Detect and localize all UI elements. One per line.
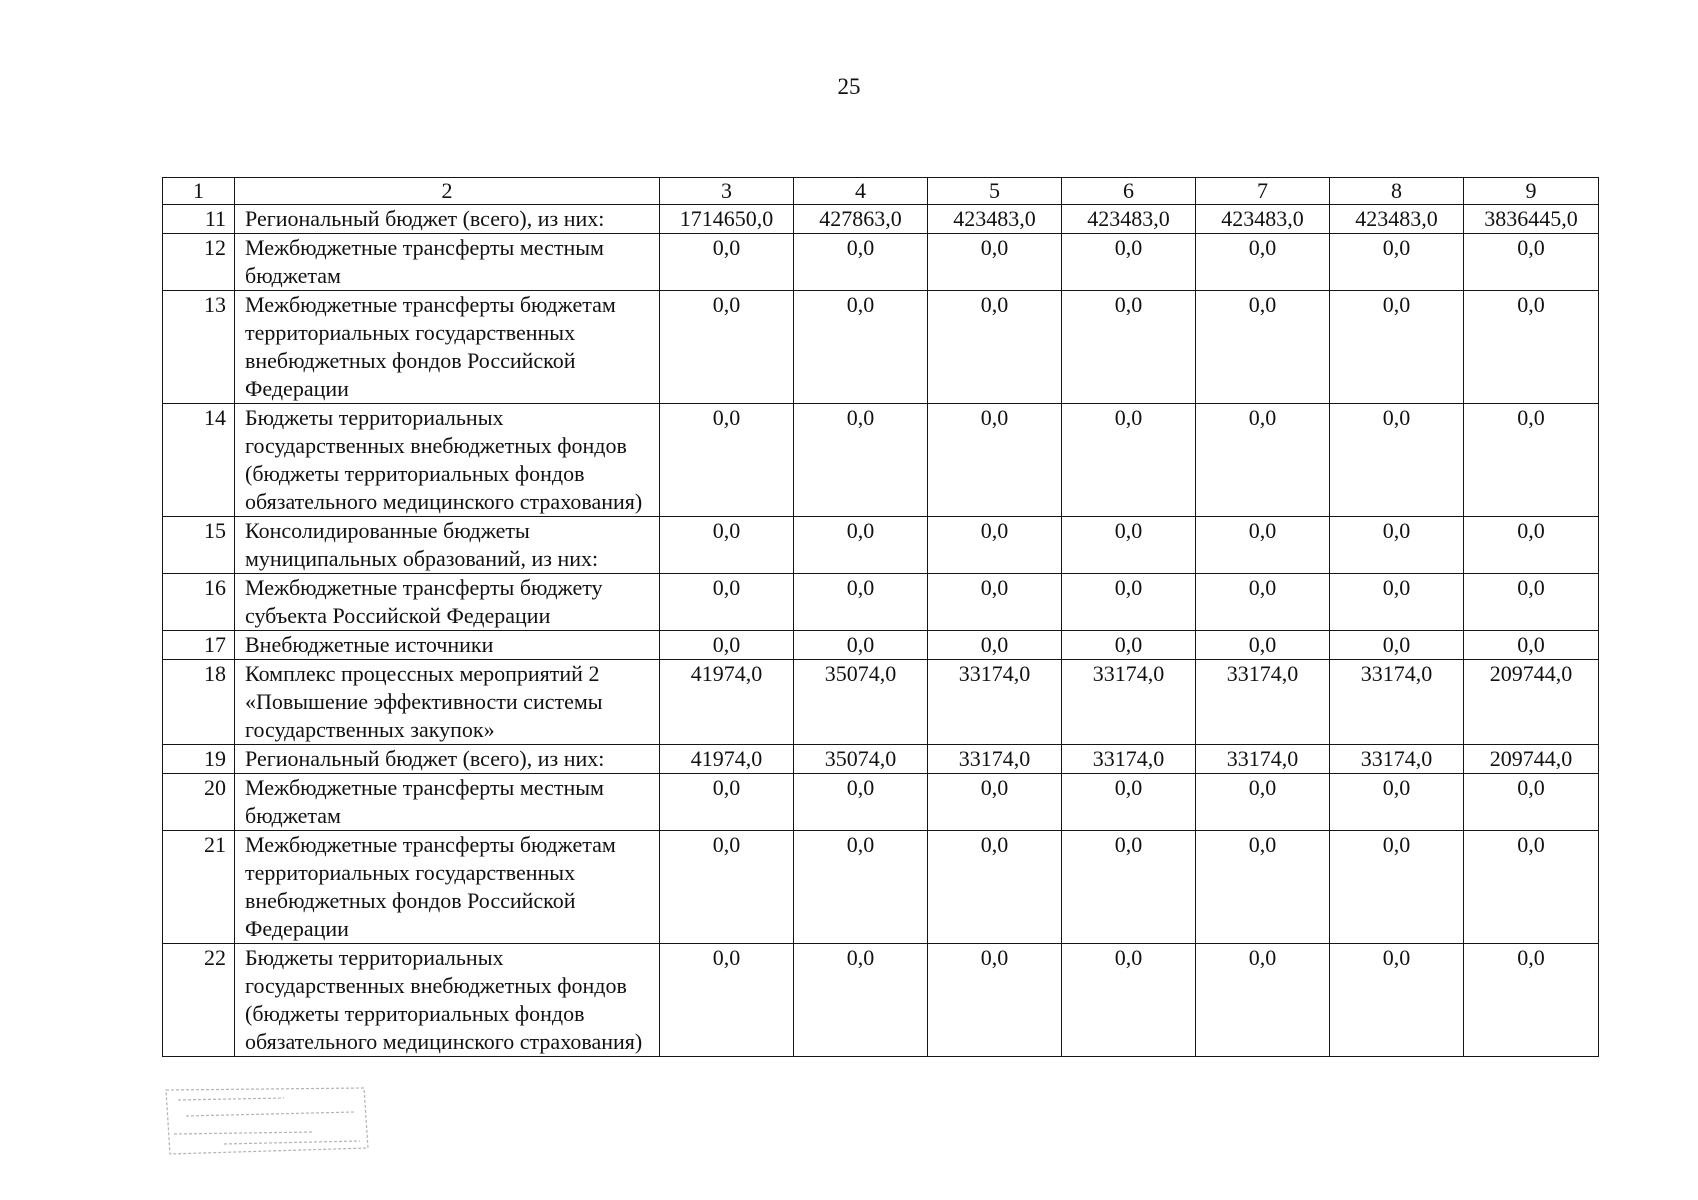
value-cell: 0,0 xyxy=(1464,291,1599,404)
value-cell: 209744,0 xyxy=(1464,745,1599,774)
value-cell: 0,0 xyxy=(1464,631,1599,660)
row-number-cell: 14 xyxy=(163,404,235,517)
value-cell: 41974,0 xyxy=(660,660,794,745)
value-cell: 0,0 xyxy=(1196,234,1330,291)
budget-table xyxy=(162,177,1599,1057)
value-cell: 0,0 xyxy=(1330,831,1464,944)
value-cell: 0,0 xyxy=(1062,944,1196,1057)
value-cell: 0,0 xyxy=(928,517,1062,574)
value-cell: 0,0 xyxy=(1196,774,1330,831)
value-cell: 0,0 xyxy=(794,944,928,1057)
value-cell: 0,0 xyxy=(1330,517,1464,574)
row-name-cell: Межбюджетные трансферты местным бюджетам xyxy=(235,234,660,291)
row-name-cell: Внебюджетные источники xyxy=(235,631,660,660)
value-cell: 427863,0 xyxy=(794,205,928,234)
header-cell: 7 xyxy=(1196,178,1330,205)
value-cell: 0,0 xyxy=(1196,404,1330,517)
table-row xyxy=(163,660,1599,745)
value-cell: 33174,0 xyxy=(928,745,1062,774)
row-name-cell: Региональный бюджет (всего), из них: xyxy=(235,745,660,774)
value-cell: 0,0 xyxy=(1464,774,1599,831)
table-row xyxy=(163,631,1599,660)
value-cell: 0,0 xyxy=(660,944,794,1057)
value-cell: 33174,0 xyxy=(1062,745,1196,774)
value-cell: 0,0 xyxy=(794,291,928,404)
row-number-cell: 19 xyxy=(163,745,235,774)
row-number-cell: 21 xyxy=(163,831,235,944)
value-cell: 0,0 xyxy=(1464,404,1599,517)
table-row xyxy=(163,574,1599,631)
value-cell: 0,0 xyxy=(1062,631,1196,660)
value-cell: 0,0 xyxy=(660,234,794,291)
value-cell: 0,0 xyxy=(928,831,1062,944)
value-cell: 0,0 xyxy=(1062,404,1196,517)
table-row xyxy=(163,745,1599,774)
value-cell: 0,0 xyxy=(928,234,1062,291)
value-cell: 33174,0 xyxy=(928,660,1062,745)
value-cell: 33174,0 xyxy=(1196,660,1330,745)
value-cell: 209744,0 xyxy=(1464,660,1599,745)
value-cell: 0,0 xyxy=(1330,234,1464,291)
value-cell: 423483,0 xyxy=(1330,205,1464,234)
table-row xyxy=(163,205,1599,234)
value-cell: 41974,0 xyxy=(660,745,794,774)
row-name-cell: Бюджеты территориальных государственных внебюджетных фондов (бюджеты территориальных фондов обязательного медицинского страхования) xyxy=(235,404,660,517)
row-number-cell: 11 xyxy=(163,205,235,234)
value-cell: 0,0 xyxy=(1062,291,1196,404)
value-cell: 0,0 xyxy=(1330,291,1464,404)
header-cell: 4 xyxy=(794,178,928,205)
table-row xyxy=(163,404,1599,517)
value-cell: 0,0 xyxy=(1464,234,1599,291)
header-cell: 6 xyxy=(1062,178,1196,205)
row-number-cell: 12 xyxy=(163,234,235,291)
row-number-cell: 15 xyxy=(163,517,235,574)
value-cell: 423483,0 xyxy=(1062,205,1196,234)
header-cell: 9 xyxy=(1464,178,1599,205)
row-number-cell: 13 xyxy=(163,291,235,404)
value-cell: 0,0 xyxy=(1196,517,1330,574)
value-cell: 423483,0 xyxy=(1196,205,1330,234)
page-number: 25 xyxy=(837,74,861,99)
value-cell: 0,0 xyxy=(1196,831,1330,944)
row-number-cell: 22 xyxy=(163,944,235,1057)
value-cell: 423483,0 xyxy=(928,205,1062,234)
value-cell: 0,0 xyxy=(1330,404,1464,517)
value-cell: 33174,0 xyxy=(1330,660,1464,745)
value-cell: 0,0 xyxy=(660,517,794,574)
header-cell: 8 xyxy=(1330,178,1464,205)
value-cell: 0,0 xyxy=(1464,517,1599,574)
value-cell: 0,0 xyxy=(1062,831,1196,944)
value-cell: 0,0 xyxy=(660,404,794,517)
value-cell: 0,0 xyxy=(794,631,928,660)
value-cell: 0,0 xyxy=(928,404,1062,517)
value-cell: 0,0 xyxy=(1330,774,1464,831)
row-name-cell: Межбюджетные трансферты бюджетам территориальных государственных внебюджетных фондов Российской Федерации xyxy=(235,831,660,944)
value-cell: 0,0 xyxy=(1464,831,1599,944)
value-cell: 0,0 xyxy=(928,774,1062,831)
value-cell: 0,0 xyxy=(660,631,794,660)
value-cell: 0,0 xyxy=(794,774,928,831)
row-number-cell: 16 xyxy=(163,574,235,631)
value-cell: 0,0 xyxy=(794,517,928,574)
value-cell: 0,0 xyxy=(660,831,794,944)
row-number-cell: 17 xyxy=(163,631,235,660)
row-number-cell: 18 xyxy=(163,660,235,745)
value-cell: 35074,0 xyxy=(794,745,928,774)
table-row xyxy=(163,774,1599,831)
table-row xyxy=(163,517,1599,574)
value-cell: 0,0 xyxy=(1196,574,1330,631)
value-cell: 35074,0 xyxy=(794,660,928,745)
value-cell: 0,0 xyxy=(660,574,794,631)
value-cell: 0,0 xyxy=(794,234,928,291)
value-cell: 33174,0 xyxy=(1196,745,1330,774)
value-cell: 33174,0 xyxy=(1062,660,1196,745)
value-cell: 0,0 xyxy=(1062,517,1196,574)
row-name-cell: Межбюджетные трансферты бюджету субъекта Российской Федерации xyxy=(235,574,660,631)
row-name-cell: Региональный бюджет (всего), из них: xyxy=(235,205,660,234)
value-cell: 0,0 xyxy=(928,574,1062,631)
value-cell: 0,0 xyxy=(1196,631,1330,660)
faded-stamp xyxy=(164,1086,378,1158)
value-cell: 0,0 xyxy=(1062,234,1196,291)
value-cell: 0,0 xyxy=(1464,574,1599,631)
table-row xyxy=(163,831,1599,944)
value-cell: 0,0 xyxy=(660,774,794,831)
value-cell: 1714650,0 xyxy=(660,205,794,234)
header-cell: 2 xyxy=(235,178,660,205)
table-row xyxy=(163,234,1599,291)
value-cell: 0,0 xyxy=(794,404,928,517)
value-cell: 0,0 xyxy=(928,631,1062,660)
value-cell: 0,0 xyxy=(794,831,928,944)
value-cell: 0,0 xyxy=(928,291,1062,404)
value-cell: 33174,0 xyxy=(1330,745,1464,774)
value-cell: 0,0 xyxy=(1464,944,1599,1057)
row-name-cell: Комплекс процессных мероприятий 2 «Повышение эффективности системы государственных закупок» xyxy=(235,660,660,745)
row-name-cell: Межбюджетные трансферты местным бюджетам xyxy=(235,774,660,831)
value-cell: 0,0 xyxy=(1196,944,1330,1057)
header-cell: 1 xyxy=(163,178,235,205)
row-name-cell: Межбюджетные трансферты бюджетам территориальных государственных внебюджетных фондов Российской Федерации xyxy=(235,291,660,404)
row-name-cell: Бюджеты территориальных государственных внебюджетных фондов (бюджеты территориальных фондов обязательного медицинского страхования) xyxy=(235,944,660,1057)
value-cell: 0,0 xyxy=(1330,944,1464,1057)
table-row xyxy=(163,944,1599,1057)
value-cell: 0,0 xyxy=(928,944,1062,1057)
table-header-row xyxy=(163,178,1599,205)
value-cell: 0,0 xyxy=(1330,631,1464,660)
header-cell: 5 xyxy=(928,178,1062,205)
value-cell: 0,0 xyxy=(1330,574,1464,631)
header-cell: 3 xyxy=(660,178,794,205)
value-cell: 0,0 xyxy=(1062,574,1196,631)
row-name-cell: Консолидированные бюджеты муниципальных образований, из них: xyxy=(235,517,660,574)
value-cell: 3836445,0 xyxy=(1464,205,1599,234)
value-cell: 0,0 xyxy=(1196,291,1330,404)
value-cell: 0,0 xyxy=(794,574,928,631)
table-row xyxy=(163,291,1599,404)
value-cell: 0,0 xyxy=(660,291,794,404)
value-cell: 0,0 xyxy=(1062,774,1196,831)
row-number-cell: 20 xyxy=(163,774,235,831)
